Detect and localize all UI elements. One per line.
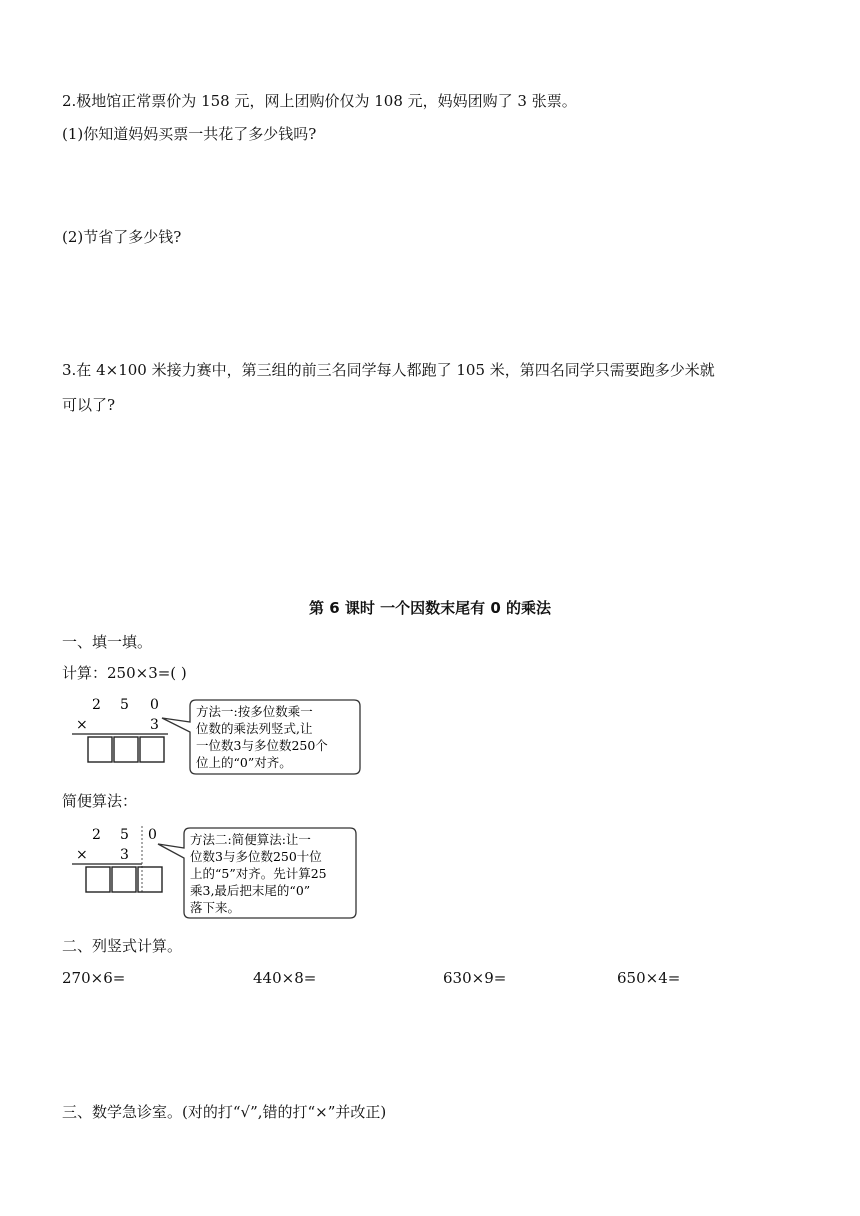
method2-figure [62,822,360,920]
times-sign: × [76,717,88,733]
exercise-item: 440×8= [253,969,317,987]
bubble-line: 方法二:简便算法:让一 [190,832,311,847]
q2-part2: (2)节省了多少钱? [62,228,182,246]
calc-prompt: 计算：250×3=( ) [62,664,187,682]
digit: 5 [120,697,129,713]
simple-method-label: 简便算法： [62,792,138,810]
exercise-item: 630×9= [443,969,507,987]
method1-speech-bubble [162,700,360,774]
digit: 2 [92,697,101,713]
section-vertical-calc: 二、列竖式计算。 [62,937,183,955]
digit: 2 [92,827,101,843]
answer-box[interactable] [114,737,138,762]
multiplier: 3 [150,717,159,733]
method1-vertical-multiplication [72,697,168,762]
method1-figure [62,692,364,778]
section-math-clinic: 三、数学急诊室。(对的打“√”,错的打“×”并改正) [62,1103,387,1121]
multiplier: 3 [120,847,129,863]
q2-part1: (1)你知道妈妈买票一共花了多少钱吗? [62,125,317,143]
bubble-line: 一位数3与多位数250个 [196,738,328,753]
bubble-line: 位上的“0”对齐。 [196,755,292,770]
digit: 0 [150,697,159,713]
answer-box[interactable] [86,867,110,892]
answer-box[interactable] [112,867,136,892]
digit: 5 [120,827,129,843]
bubble-line: 位数3与多位数250十位 [190,849,322,864]
exercise-item: 270×6= [62,969,126,987]
section-fill-in: 一、填一填。 [62,633,153,651]
exercise-item: 650×4= [617,969,681,987]
q3-line1: 3.在 4×100 米接力赛中，第三组的前三名同学每人都跑了 105 米，第四名同学只需要跑多少米就 [62,361,715,379]
answer-box[interactable] [88,737,112,762]
bubble-line: 方法一:按多位数乘一 [196,704,313,719]
q2-stem: 2.极地馆正常票价为 158 元，网上团购价仅为 108 元，妈妈团购了 3 张票。 [62,92,577,110]
digit: 0 [148,827,157,843]
method2-vertical-multiplication [72,826,162,894]
method2-speech-bubble [158,828,356,918]
lesson-title: 第 6 课时 一个因数末尾有 0 的乘法 [309,599,551,617]
bubble-line: 上的“5”对齐。先计算25 [190,866,327,881]
times-sign: × [76,847,88,863]
answer-box[interactable] [140,737,164,762]
bubble-line: 落下来。 [190,900,241,915]
bubble-line: 乘3,最后把末尾的“0” [190,883,311,898]
q3-line2: 可以了? [62,396,116,414]
bubble-line: 位数的乘法列竖式,让 [196,721,313,736]
